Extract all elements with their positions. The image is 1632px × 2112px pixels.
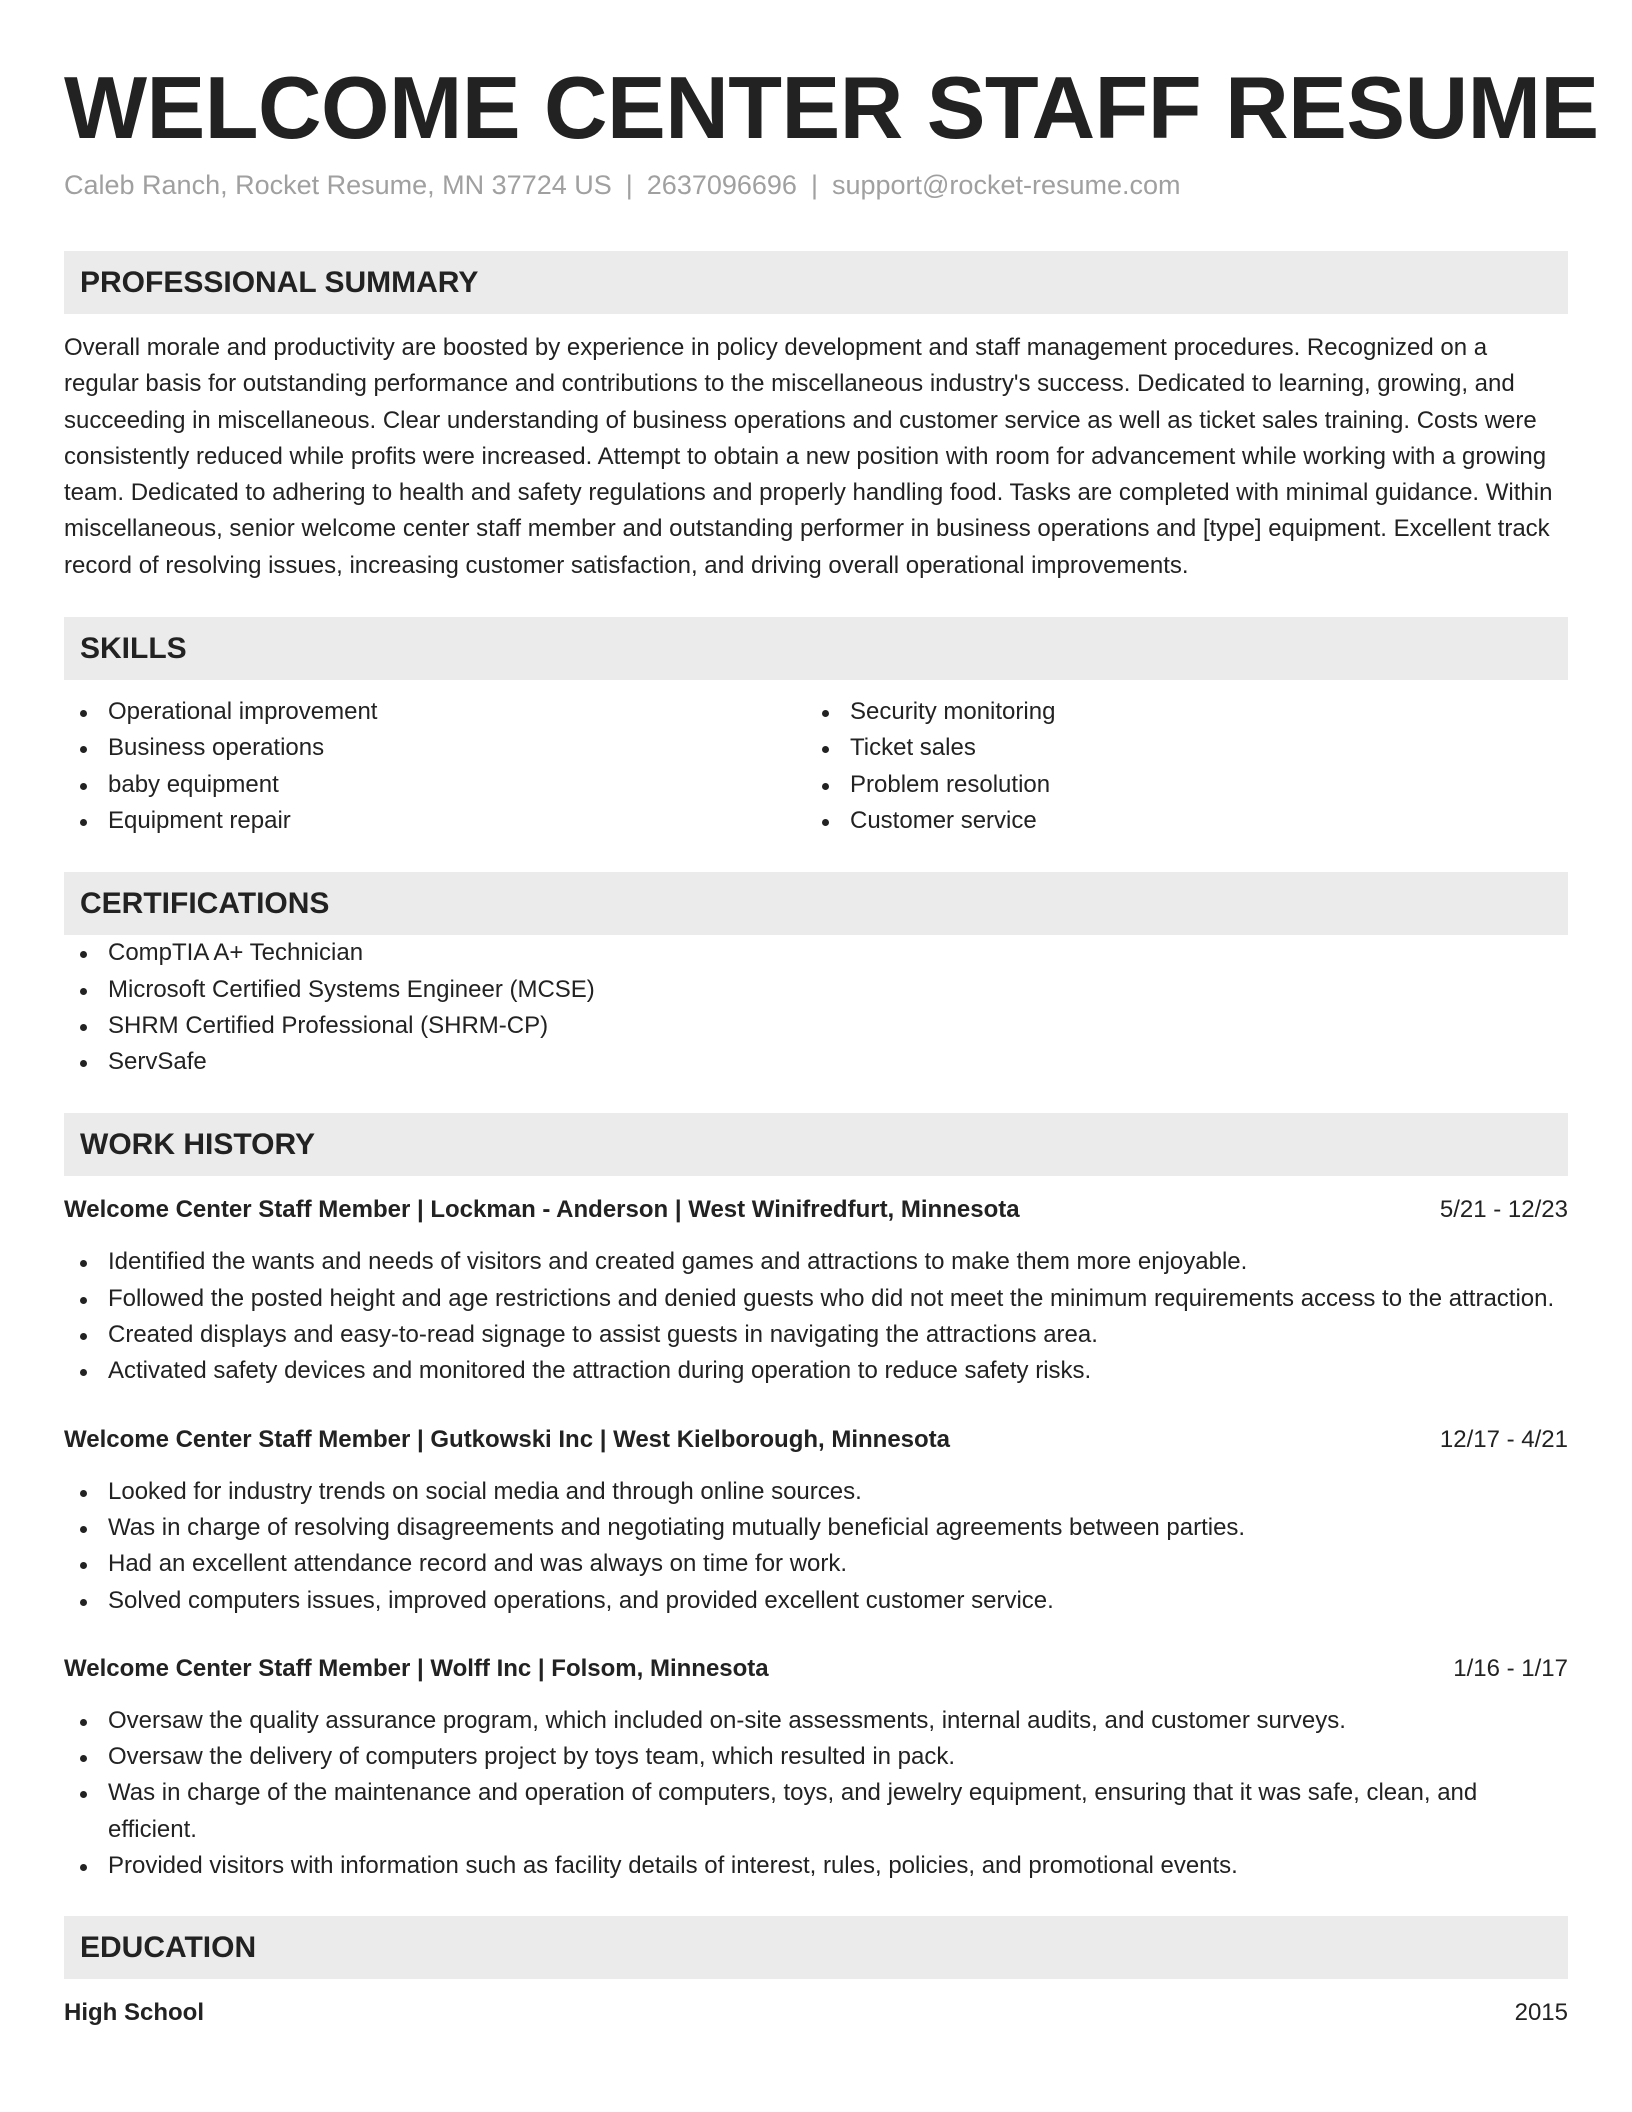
section-heading-skills: SKILLS bbox=[64, 617, 1568, 680]
skill-item: baby equipment bbox=[64, 767, 806, 803]
job-bullet: Followed the posted height and age restrictions and denied guests who did not meet the minimum requirements access to the attraction. bbox=[64, 1281, 1568, 1317]
job-bullet: Identified the wants and needs of visitors and created games and attractions to make them more enjoyable. bbox=[64, 1244, 1568, 1280]
job-bullets bbox=[64, 1474, 1568, 1619]
certification-item: Microsoft Certified Systems Engineer (MCSE) bbox=[64, 972, 1568, 1008]
contact-line bbox=[64, 170, 1568, 201]
certification-item: SHRM Certified Professional (SHRM-CP) bbox=[64, 1008, 1568, 1044]
skills-column-right bbox=[806, 694, 1548, 839]
contact-address: Caleb Ranch, Rocket Resume, MN 37724 US bbox=[64, 170, 612, 200]
job-header bbox=[64, 1651, 1568, 1687]
skills-list-left bbox=[64, 694, 806, 839]
job-dates: 5/21 - 12/23 bbox=[1439, 1196, 1568, 1224]
education-year: 2015 bbox=[1514, 1999, 1568, 2027]
skill-item: Equipment repair bbox=[64, 803, 806, 839]
certification-item: ServSafe bbox=[64, 1044, 1568, 1080]
job-entry bbox=[64, 1422, 1568, 1619]
job-bullet: Activated safety devices and monitored the attraction during operation to reduce safety risks. bbox=[64, 1353, 1568, 1389]
skills-column-left bbox=[64, 694, 806, 839]
certifications-list bbox=[64, 935, 1568, 1080]
summary-text: Overall morale and productivity are boosted by experience in policy development and staff management procedures. Recognized on a regular basis for outstanding performance and contributions to the miscellaneous industry's success. Dedicated to learning, growing, and succeeding in miscellaneous. Clear understanding of business operations and customer service as well as ticket sales training. Costs were consistently reduced while profits were increased. Attempt to obtain a new position with room for advancement while working with a growing team. Dedicated to adhering to health and safety regulations and properly handling food. Tasks are completed with minimal guidance. Within miscellaneous, senior welcome center staff member and outstanding performer in business operations and [type] equipment. Excellent track record of resolving issues, increasing customer satisfaction, and driving overall operational improvements. bbox=[64, 334, 1553, 579]
contact-email: support@rocket-resume.com bbox=[831, 170, 1181, 200]
skill-item: Problem resolution bbox=[806, 767, 1548, 803]
job-dates: 1/16 - 1/17 bbox=[1453, 1654, 1568, 1682]
contact-separator: | bbox=[625, 170, 633, 200]
skill-item: Customer service bbox=[806, 803, 1548, 839]
section-heading-certifications: CERTIFICATIONS bbox=[64, 872, 1568, 935]
job-header bbox=[64, 1422, 1568, 1458]
job-bullet: Oversaw the delivery of computers project by toys team, which resulted in pack. bbox=[64, 1739, 1568, 1775]
job-title: Welcome Center Staff Member | Lockman - Anderson | West Winifredfurt, Minnesota bbox=[64, 1196, 1020, 1224]
job-bullet: Looked for industry trends on social media and through online sources. bbox=[64, 1474, 1568, 1510]
job-bullet: Was in charge of resolving disagreements and negotiating mutually beneficial agreements between parties. bbox=[64, 1510, 1568, 1546]
contact-phone: 2637096696 bbox=[646, 170, 797, 200]
job-bullet: Solved computers issues, improved operations, and provided excellent customer service. bbox=[64, 1583, 1568, 1619]
job-bullets bbox=[64, 1703, 1568, 1884]
job-bullets bbox=[64, 1244, 1568, 1389]
skill-item: Operational improvement bbox=[64, 694, 806, 730]
resume-title: WELCOME CENTER STAFF RESUME bbox=[64, 58, 1599, 157]
skill-item: Security monitoring bbox=[806, 694, 1548, 730]
job-bullet: Created displays and easy-to-read signage to assist guests in navigating the attractions area. bbox=[64, 1317, 1568, 1353]
contact-separator: | bbox=[810, 170, 818, 200]
job-bullet: Had an excellent attendance record and was always on time for work. bbox=[64, 1546, 1568, 1582]
section-heading-education: EDUCATION bbox=[64, 1916, 1568, 1979]
skills-list-right bbox=[806, 694, 1548, 839]
certification-item: CompTIA A+ Technician bbox=[64, 935, 1568, 971]
section-heading-summary: PROFESSIONAL SUMMARY bbox=[64, 251, 1568, 314]
job-title: Welcome Center Staff Member | Gutkowski Inc | West Kielborough, Minnesota bbox=[64, 1425, 951, 1453]
job-bullet: Oversaw the quality assurance program, which included on-site assessments, internal audits, and customer surveys. bbox=[64, 1703, 1568, 1739]
job-dates: 12/17 - 4/21 bbox=[1439, 1425, 1568, 1453]
job-bullet: Was in charge of the maintenance and operation of computers, toys, and jewelry equipment, ensuring that it was safe, clean, and efficient. bbox=[64, 1775, 1568, 1848]
skills-grid bbox=[64, 694, 1568, 839]
education-school: High School bbox=[64, 1999, 204, 2027]
skill-item: Business operations bbox=[64, 730, 806, 766]
job-bullet: Provided visitors with information such as facility details of interest, rules, policies, and promotional events. bbox=[64, 1848, 1568, 1884]
section-heading-work-history: WORK HISTORY bbox=[64, 1113, 1568, 1176]
education-entry bbox=[64, 1995, 1568, 2031]
job-entry bbox=[64, 1192, 1568, 1389]
job-entry bbox=[64, 1651, 1568, 1884]
job-header bbox=[64, 1192, 1568, 1228]
skill-item: Ticket sales bbox=[806, 730, 1548, 766]
job-title: Welcome Center Staff Member | Wolff Inc | Folsom, Minnesota bbox=[64, 1654, 769, 1682]
